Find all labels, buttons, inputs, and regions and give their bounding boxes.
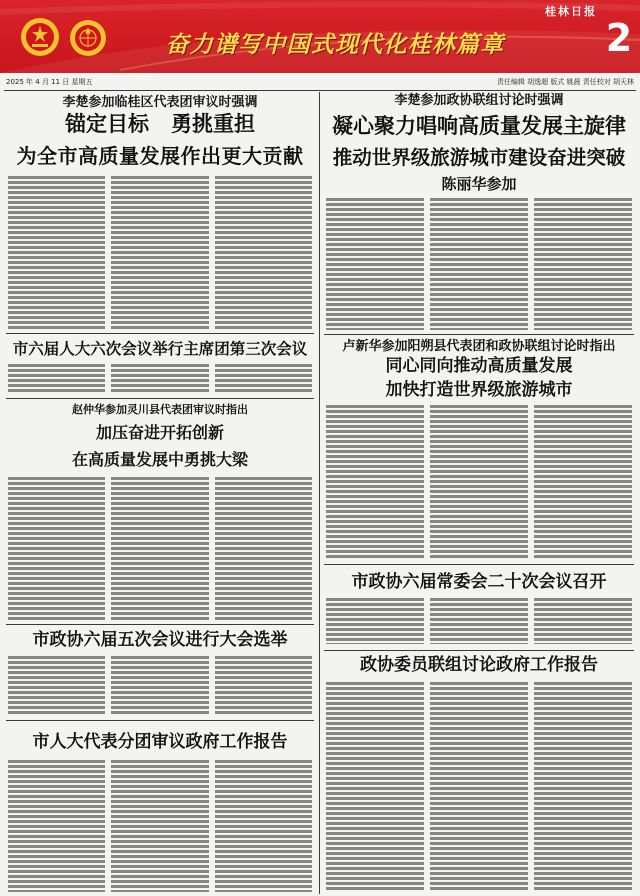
- article-headline: 加快打造世界级旅游城市: [385, 380, 573, 400]
- cppcc-emblem-icon: [70, 20, 106, 56]
- emblems-group: [0, 0, 130, 73]
- text-column: [215, 176, 312, 330]
- masthead-banner: [0, 0, 640, 73]
- text-column: [326, 405, 424, 560]
- text-column: [215, 364, 312, 394]
- article-kicker: 李楚参加政协联组讨论时强调: [394, 93, 564, 108]
- newspaper-logo: 桂林日报: [545, 5, 597, 18]
- article-body-text: [8, 477, 312, 620]
- text-column: [8, 656, 105, 716]
- text-column: [430, 198, 528, 330]
- section-rule: [6, 333, 314, 334]
- text-column: [8, 477, 105, 620]
- text-column: [111, 364, 208, 394]
- text-column: [326, 198, 424, 330]
- text-column: [534, 682, 632, 892]
- article-headline: 同心同向推动高质量发展: [385, 356, 573, 376]
- national-emblem-icon: [21, 18, 59, 56]
- article-body-text: [326, 598, 632, 644]
- article-headline: 为全市高质量发展作出更大贡献: [16, 144, 304, 168]
- section-rule: [324, 564, 634, 565]
- article-headline: 市六届人大六次会议举行主席团第三次会议: [12, 339, 308, 358]
- article-body-text: [8, 364, 312, 394]
- text-column: [534, 405, 632, 560]
- section-rule: [324, 650, 634, 651]
- article-kicker: 李楚参加临桂区代表团审议时强调: [62, 95, 258, 110]
- article-headline: 市政协六届常委会二十次会议召开: [351, 572, 607, 592]
- text-column: [8, 176, 105, 330]
- article-headline: 在高质量发展中勇挑大梁: [71, 450, 248, 469]
- text-column: [111, 477, 208, 620]
- article-attendee-line: 陈丽华参加: [441, 175, 517, 193]
- section-rule: [324, 334, 634, 335]
- section-rule: [6, 624, 314, 625]
- article-body-text: [326, 682, 632, 892]
- text-column: [215, 656, 312, 716]
- section-rule: [6, 720, 314, 721]
- article-headline: 市政协六届五次会议进行大会选举: [32, 630, 288, 650]
- text-column: [534, 598, 632, 644]
- header-rule: [4, 90, 636, 91]
- article-kicker: 赵仲华参加灵川县代表团审议时指出: [72, 403, 248, 416]
- text-column: [430, 405, 528, 560]
- text-column: [326, 598, 424, 644]
- headline-part: 勇挑重担: [171, 112, 255, 136]
- section-rule: [6, 398, 314, 399]
- article-kicker: 卢新华参加阳朔县代表团和政协联组讨论时指出: [342, 339, 616, 354]
- editor-credits: 责任编辑 胡逸超 版式 姚晨 责任校对 胡天林: [496, 78, 634, 86]
- article-body-text: [326, 405, 632, 560]
- article-headline: 推动世界级旅游城市建设奋进突破: [332, 146, 626, 169]
- text-column: [111, 656, 208, 716]
- text-column: [215, 760, 312, 892]
- article-headline: 凝心聚力唱响高质量发展主旋律: [332, 114, 626, 138]
- text-column: [8, 760, 105, 892]
- text-column: [326, 682, 424, 892]
- text-column: [8, 364, 105, 394]
- text-column: [430, 598, 528, 644]
- article-headline: 政协委员联组讨论政府工作报告: [360, 655, 598, 675]
- article-body-text: [8, 176, 312, 330]
- column-divider: [319, 92, 320, 894]
- text-column: [430, 682, 528, 892]
- text-column: [534, 198, 632, 330]
- page-number: 2: [605, 16, 633, 60]
- issue-date: 2025 年 4 月 11 日 星期五: [6, 78, 93, 86]
- text-column: [111, 760, 208, 892]
- article-body-text: [8, 760, 312, 892]
- article-headline: 市人大代表分团审议政府工作报告: [32, 732, 288, 752]
- text-column: [111, 176, 208, 330]
- text-column: [215, 477, 312, 620]
- article-headline: 加压奋进开拓创新: [95, 423, 224, 442]
- banner-slogan: 奋力谱写中国式现代化桂林篇章: [165, 32, 505, 58]
- headline-part: 锚定目标: [65, 112, 149, 136]
- article-body-text: [326, 198, 632, 330]
- article-headline: [6, 114, 314, 135]
- article-body-text: [8, 656, 312, 716]
